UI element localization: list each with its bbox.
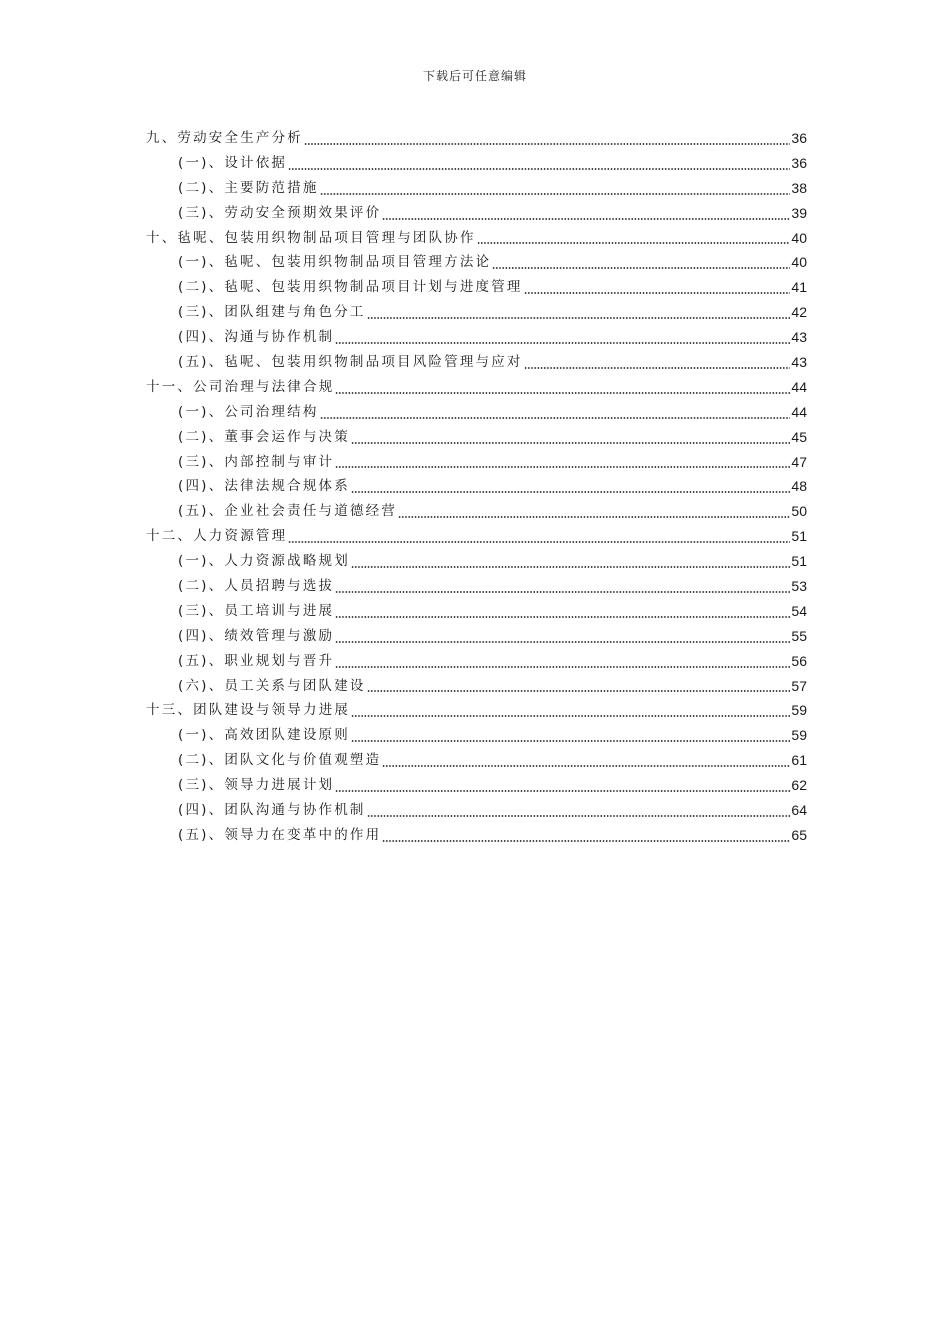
toc-entry-title: (四)、团队沟通与协作机制	[178, 802, 366, 819]
toc-chapter-entry[interactable]	[146, 698, 807, 723]
toc-dot-leader	[335, 641, 790, 643]
toc-entry-title: (二)、主要防范措施	[178, 179, 319, 196]
toc-chapter-entry[interactable]	[146, 375, 807, 400]
toc-entry-title: (四)、法律法规合规体系	[178, 478, 350, 495]
toc-section-entry[interactable]	[146, 723, 807, 748]
toc-page-number: 36	[791, 129, 807, 146]
toc-page-number: 56	[791, 652, 807, 669]
toc-dot-leader	[351, 715, 790, 717]
toc-chapter-entry[interactable]	[146, 524, 807, 549]
toc-entry-title: (二)、毡呢、包装用织物制品项目计划与进度管理	[178, 279, 523, 296]
toc-page-number: 51	[791, 553, 807, 570]
toc-section-entry[interactable]	[146, 674, 807, 699]
toc-entry-title: 十二、人力资源管理	[146, 528, 288, 545]
toc-page-number: 41	[791, 279, 807, 296]
toc-dot-leader	[351, 740, 790, 742]
toc-dot-leader	[367, 815, 791, 817]
toc-entry-title: (三)、劳动安全预期效果评价	[178, 204, 382, 221]
toc-dot-leader	[477, 242, 791, 244]
toc-section-entry[interactable]	[146, 350, 807, 375]
toc-section-entry[interactable]	[146, 574, 807, 599]
toc-entry-title: 十、毡呢、包装用织物制品项目管理与团队协作	[146, 229, 476, 246]
toc-page-number: 59	[791, 727, 807, 744]
toc-section-entry[interactable]	[146, 549, 807, 574]
toc-chapter-entry[interactable]	[146, 226, 807, 251]
toc-entry-title: (三)、领导力进展计划	[178, 777, 335, 794]
toc-page-number: 55	[791, 627, 807, 644]
toc-dot-leader	[351, 442, 790, 444]
toc-entry-title: (二)、人员招聘与选拔	[178, 578, 335, 595]
toc-entry-title: (一)、设计依据	[178, 154, 288, 171]
toc-dot-leader	[288, 541, 790, 543]
toc-page-number: 62	[791, 777, 807, 794]
toc-section-entry[interactable]	[146, 773, 807, 798]
toc-dot-leader	[382, 218, 790, 220]
toc-page-number: 57	[791, 677, 807, 694]
toc-dot-leader	[335, 466, 790, 468]
toc-page-number: 50	[791, 503, 807, 520]
toc-dot-leader	[382, 840, 790, 842]
toc-entry-title: (三)、内部控制与审计	[178, 453, 335, 470]
toc-page-number: 43	[791, 329, 807, 346]
toc-section-entry[interactable]	[146, 823, 807, 848]
toc-page-number: 47	[791, 453, 807, 470]
toc-section-entry[interactable]	[146, 499, 807, 524]
toc-dot-leader	[320, 417, 791, 419]
toc-page-number: 61	[791, 752, 807, 769]
toc-section-entry[interactable]	[146, 275, 807, 300]
toc-page-number: 39	[791, 204, 807, 221]
toc-page-number: 40	[791, 254, 807, 271]
toc-entry-title: (五)、领导力在变革中的作用	[178, 826, 382, 843]
toc-entry-title: (五)、企业社会责任与道德经营	[178, 503, 398, 520]
toc-page-number: 44	[791, 403, 807, 420]
toc-section-entry[interactable]	[146, 450, 807, 475]
toc-section-entry[interactable]	[146, 474, 807, 499]
toc-section-entry[interactable]	[146, 325, 807, 350]
toc-entry-title: 九、劳动安全生产分析	[146, 129, 303, 146]
table-of-contents	[146, 126, 807, 848]
toc-page-number: 53	[791, 578, 807, 595]
toc-entry-title: (三)、团队组建与角色分工	[178, 304, 366, 321]
toc-page-number: 45	[791, 428, 807, 445]
toc-dot-leader	[492, 267, 790, 269]
toc-dot-leader	[351, 491, 790, 493]
toc-section-entry[interactable]	[146, 151, 807, 176]
toc-entry-title: (一)、高效团队建设原则	[178, 727, 350, 744]
toc-dot-leader	[335, 790, 790, 792]
toc-entry-title: (二)、团队文化与价值观塑造	[178, 752, 382, 769]
toc-section-entry[interactable]	[146, 250, 807, 275]
toc-chapter-entry[interactable]	[146, 126, 807, 151]
toc-section-entry[interactable]	[146, 400, 807, 425]
toc-page-number: 43	[791, 354, 807, 370]
toc-entry-title: (五)、毡呢、包装用织物制品项目风险管理与应对	[178, 354, 523, 370]
toc-page-number: 54	[791, 602, 807, 619]
toc-page-number: 59	[791, 702, 807, 719]
toc-page-number: 48	[791, 478, 807, 495]
toc-entry-title: 十三、团队建设与领导力进展	[146, 702, 351, 719]
toc-entry-title: (四)、沟通与协作机制	[178, 329, 335, 346]
toc-dot-leader	[367, 317, 791, 319]
toc-entry-title: (五)、职业规划与晋升	[178, 652, 335, 669]
toc-section-entry[interactable]	[146, 798, 807, 823]
toc-entry-title: (一)、人力资源战略规划	[178, 553, 350, 570]
toc-entry-title: (一)、公司治理结构	[178, 403, 319, 420]
toc-page-number: 42	[791, 304, 807, 321]
toc-page-number: 51	[791, 528, 807, 545]
toc-section-entry[interactable]	[146, 748, 807, 773]
toc-section-entry[interactable]	[146, 425, 807, 450]
toc-page-number: 64	[791, 802, 807, 819]
toc-dot-leader	[335, 666, 790, 668]
toc-entry-title: (三)、员工培训与进展	[178, 602, 335, 619]
toc-dot-leader	[351, 566, 790, 568]
toc-dot-leader	[398, 516, 790, 518]
toc-entry-title: 十一、公司治理与法律合规	[146, 378, 335, 395]
toc-dot-leader	[382, 765, 790, 767]
toc-section-entry[interactable]	[146, 624, 807, 649]
page-header: 下载后可任意编辑	[422, 69, 527, 83]
toc-dot-leader	[335, 616, 790, 618]
toc-section-entry[interactable]	[146, 599, 807, 624]
toc-dot-leader	[320, 193, 791, 195]
toc-page-number: 65	[791, 826, 807, 843]
toc-entry-title: (二)、董事会运作与决策	[178, 428, 350, 445]
toc-entry-title: (四)、绩效管理与激励	[178, 627, 335, 644]
toc-dot-leader	[524, 292, 791, 294]
toc-page-number: 40	[791, 229, 807, 246]
toc-section-entry[interactable]	[146, 649, 807, 674]
toc-dot-leader	[524, 367, 791, 369]
toc-page-number: 44	[791, 378, 807, 395]
toc-dot-leader	[288, 168, 790, 170]
toc-dot-leader	[335, 392, 790, 394]
toc-page-number: 38	[791, 179, 807, 196]
toc-entry-title: (一)、毡呢、包装用织物制品项目管理方法论	[178, 254, 492, 271]
toc-dot-leader	[304, 143, 790, 145]
toc-section-entry[interactable]	[146, 201, 807, 226]
toc-section-entry[interactable]	[146, 176, 807, 201]
toc-section-entry[interactable]	[146, 300, 807, 325]
toc-dot-leader	[335, 342, 790, 344]
toc-dot-leader	[335, 591, 790, 593]
toc-page-number: 36	[791, 154, 807, 171]
toc-entry-title: (六)、员工关系与团队建设	[178, 677, 366, 694]
toc-dot-leader	[367, 690, 791, 692]
